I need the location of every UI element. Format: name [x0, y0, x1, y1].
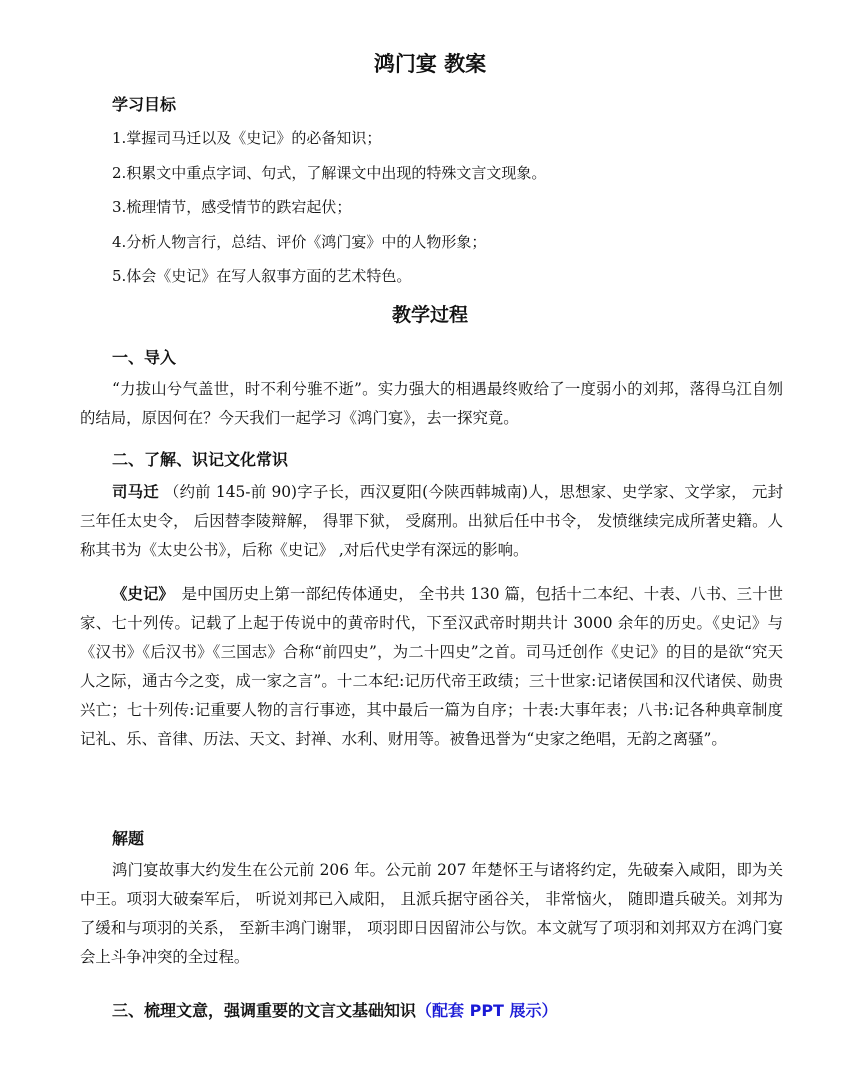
objective-item: 2.积累文中重点字词、句式，了解课文中出现的特殊文言文现象。: [112, 163, 547, 182]
simaqian-term: 司马迁: [112, 483, 159, 501]
objective-item: 5.体会《史记》在写人叙事方面的艺术特色。: [112, 267, 412, 285]
section3-heading-text: 三、梳理文意，强调重要的文言文基础知识: [112, 1001, 417, 1020]
simaqian-text: （约前 145-前 90)字子长，西汉夏阳(今陕西韩城南)人，思想家、史学家、文学家， 元封三年任太史令， 后因替李陵辩解， 得罪下狱， 受腐刑。出狱后任中书令， 发愤继续完成所著史籍。人称其书为《太史公书》，后称《史记》 ,对后代史学有深远的影响。: [80, 483, 783, 559]
ppt-note: （配套 PPT 展示）: [416, 1001, 558, 1020]
objectives-list: [112, 121, 546, 294]
shiji-paragraph: [80, 580, 783, 754]
section3-heading: [112, 998, 558, 1021]
culture-heading: 二、了解、识记文化常识: [112, 450, 289, 469]
objective-item: 3.梳理情节，感受情节的跌宕起伏；: [112, 198, 352, 216]
objectives-heading: 学习目标: [112, 95, 177, 114]
shiji-text: 是中国历史上第一部纪传体通史， 全书共 130 篇，包括十二本纪、十表、八书、三十世家、七十列传。记载了上起于传说中的黄帝时代，下至汉武帝时期共计 3000 余年的历史。《史记》与《汉书》《后汉书》《三国志》合称“前四史”，为二十四史”之首。司马迁创作《史记》的目的是欲“究天人之际，通古今之变，成一家之言”。十二本纪:记历代帝王政绩；三十世家:记诸侯国和汉代诸侯、勋贵兴亡；七十列传:记重要人物的言行事迹，其中最后一篇为自序；十表:大事年表；八书:记各种典章制度记礼、乐、音律、历法、天文、封禅、水利、财用等。被鲁迅誉为“史家之绝唱，无韵之离骚”。: [80, 585, 783, 748]
objective-item: 4.分析人物言行，总结、评价《鸿门宴》中的人物形象；: [112, 232, 487, 251]
simaqian-paragraph: [80, 478, 783, 565]
intro-paragraph: “力拔山兮气盖世，时不利兮骓不逝”。实力强大的相遇最终败给了一度弱小的刘邦，落得乌江自刎的结局，原因何在？今天我们一起学习《鸿门宴》，去一探究竟。: [80, 380, 783, 427]
objective-item: 1.掌握司马迁以及《史记》的必备知识；: [112, 129, 382, 147]
explain-heading: 解题: [112, 829, 145, 848]
shiji-term: 《史记》: [112, 585, 167, 603]
document-title: 鸿门宴 教案: [373, 52, 487, 76]
explain-paragraph: 鸿门宴故事大约发生在公元前 206 年。公元前 207 年楚怀王与诸将约定，先破秦入咸阳，即为关中王。项羽大破秦军后， 听说刘邦已入咸阳， 且派兵据守函谷关， 非常恼火， 随即遣兵破关。刘邦为了缓和与项羽的关系， 至新丰鸿门谢罪， 项羽即日因留沛公与饮。本文就写了项羽和刘邦双方在鸿门宴会上斗争冲突的全过程。: [80, 861, 783, 966]
process-title: 教学过程: [391, 304, 468, 326]
intro-heading: 一、导入: [112, 348, 177, 367]
